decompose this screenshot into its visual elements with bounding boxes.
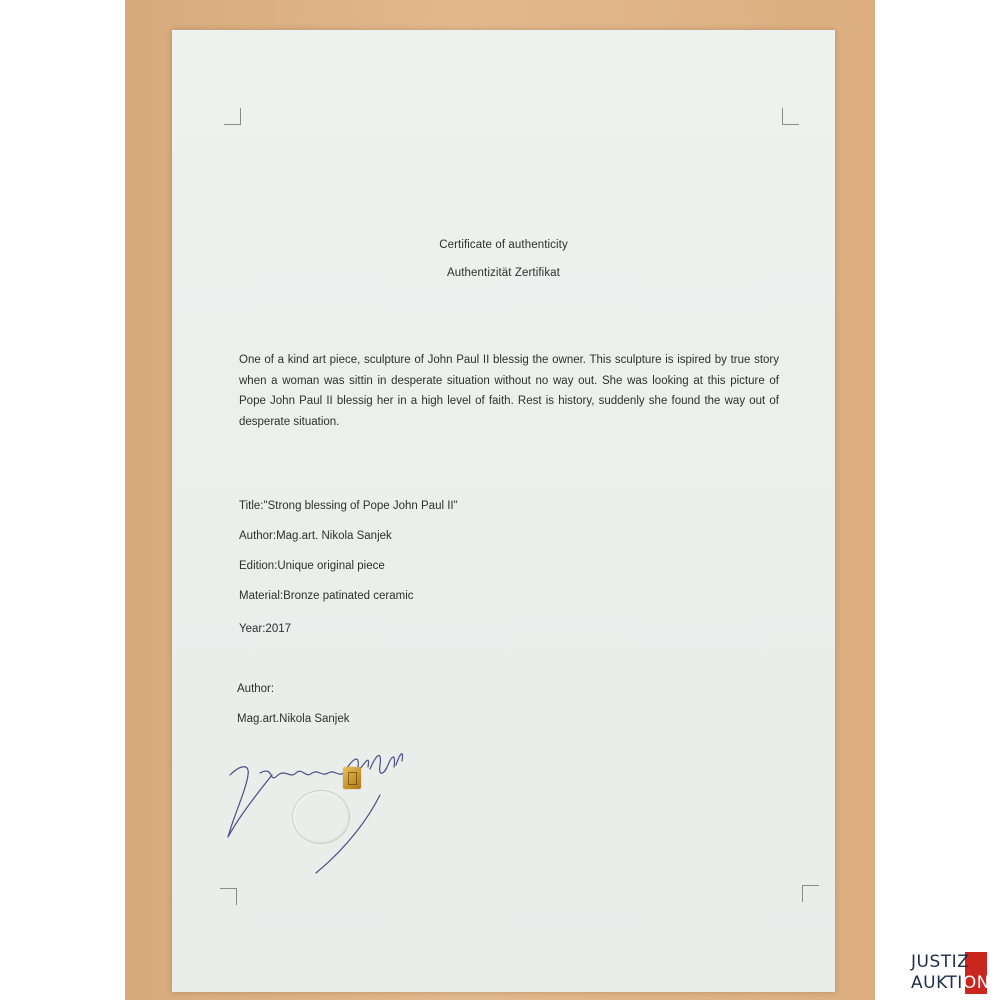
handwritten-signature — [220, 735, 440, 875]
certificate-heading-german: Authentizität Zertifikat — [447, 267, 560, 279]
author-name: Mag.art.Nikola Sanjek — [237, 713, 350, 725]
logo-text-auktion — [911, 973, 990, 993]
logo-text-on: ON — [962, 973, 990, 993]
justiz-auktion-logo — [905, 952, 990, 996]
crop-mark-top-right — [782, 108, 799, 125]
certificate-sheet — [172, 30, 835, 992]
logo-text-aukti: AUKTI — [911, 973, 963, 993]
field-author: Author:Mag.art. Nikola Sanjek — [239, 530, 392, 542]
certificate-heading-english: Certificate of authenticity — [439, 239, 568, 251]
field-title: Title:"Strong blessing of Pope John Paul II" — [239, 500, 458, 512]
author-label: Author: — [237, 683, 275, 695]
field-year: Year:2017 — [239, 623, 292, 635]
field-edition: Edition:Unique original piece — [239, 560, 385, 572]
crop-mark-bottom-left — [220, 888, 237, 905]
certificate-description: One of a kind art piece, sculpture of John Paul II blessig the owner. This sculpture is ispired by true story when a woman was sittin in desperate situation without no way out. She was looking at this picture of Pope John Paul II blessig her in a high level of faith. Rest is history, suddenly she found the way out of desperate situation. — [239, 354, 779, 428]
crop-mark-bottom-right — [802, 885, 819, 902]
field-material: Material:Bronze patinated ceramic — [239, 590, 414, 602]
crop-mark-top-left — [224, 108, 241, 125]
gold-hologram-sticker — [343, 767, 361, 789]
logo-text-justiz: JUSTIZ — [911, 952, 970, 972]
